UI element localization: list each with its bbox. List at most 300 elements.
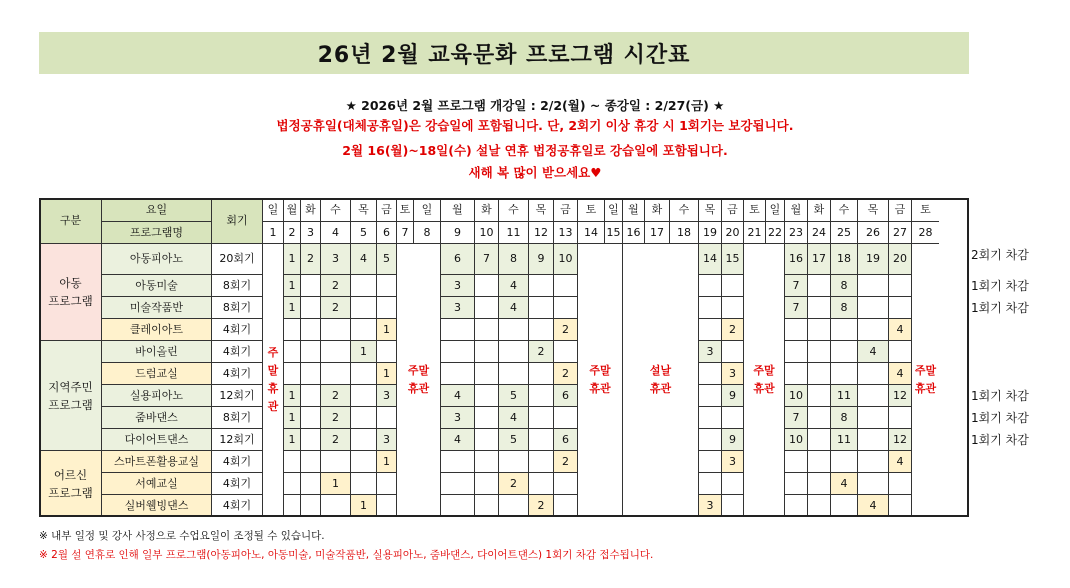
empty-cell <box>857 450 888 472</box>
empty-cell <box>440 340 474 362</box>
date-cell: 8 <box>413 221 440 243</box>
session-number: 1 <box>283 243 300 274</box>
empty-cell <box>857 274 888 296</box>
empty-cell <box>320 318 350 340</box>
notice-greeting: 새해 복 많이 받으세요♥ <box>468 165 602 180</box>
empty-cell <box>857 296 888 318</box>
empty-cell <box>474 296 498 318</box>
empty-cell <box>350 450 376 472</box>
program-name: 줌바댄스 <box>101 406 211 428</box>
empty-cell <box>888 340 911 362</box>
empty-cell <box>498 318 528 340</box>
empty-cell <box>498 340 528 362</box>
session-number: 3 <box>721 450 743 472</box>
holiday-closed: 주말 휴관 <box>911 243 939 516</box>
program-name-header: 프로그램명 <box>101 221 211 243</box>
empty-cell <box>857 362 888 384</box>
session-count: 12회기 <box>211 428 262 450</box>
session-count: 4회기 <box>211 318 262 340</box>
empty-cell <box>474 362 498 384</box>
empty-cell <box>300 274 320 296</box>
empty-cell <box>283 494 300 516</box>
program-name: 다이어트댄스 <box>101 428 211 450</box>
session-number: 1 <box>283 384 300 406</box>
weekday-cell: 월 <box>622 198 644 221</box>
session-number: 18 <box>830 243 857 274</box>
empty-cell <box>350 362 376 384</box>
empty-cell <box>283 450 300 472</box>
empty-cell <box>300 494 320 516</box>
empty-cell <box>784 340 807 362</box>
program-name: 아동미술 <box>101 274 211 296</box>
empty-cell <box>350 296 376 318</box>
empty-cell <box>376 494 396 516</box>
empty-cell <box>807 428 830 450</box>
session-number: 3 <box>698 494 721 516</box>
session-number: 1 <box>283 428 300 450</box>
session-number: 2 <box>553 362 577 384</box>
empty-cell <box>528 274 553 296</box>
session-number: 3 <box>320 243 350 274</box>
weekday-cell: 금 <box>553 198 577 221</box>
empty-cell <box>721 494 743 516</box>
deduction-remark: 1회기 차감 <box>971 433 1029 447</box>
weekday-cell: 일 <box>604 198 622 221</box>
session-number: 3 <box>440 274 474 296</box>
empty-cell <box>350 318 376 340</box>
session-number: 3 <box>698 340 721 362</box>
date-cell: 4 <box>320 221 350 243</box>
session-number: 14 <box>698 243 721 274</box>
empty-cell <box>528 318 553 340</box>
session-number: 1 <box>376 450 396 472</box>
session-number: 12 <box>888 428 911 450</box>
program-name: 실버웰빙댄스 <box>101 494 211 516</box>
date-cell: 20 <box>721 221 743 243</box>
empty-cell <box>528 472 553 494</box>
empty-cell <box>888 494 911 516</box>
weekday-cell: 목 <box>350 198 376 221</box>
session-number: 10 <box>553 243 577 274</box>
weekday-cell: 금 <box>376 198 396 221</box>
session-number: 4 <box>498 274 528 296</box>
session-number: 2 <box>721 318 743 340</box>
weekday-cell: 수 <box>498 198 528 221</box>
holiday-closed: 주말 휴관 <box>743 243 784 516</box>
empty-cell <box>888 296 911 318</box>
empty-cell <box>320 450 350 472</box>
empty-cell <box>300 384 320 406</box>
empty-cell <box>474 340 498 362</box>
empty-cell <box>440 450 474 472</box>
empty-cell <box>807 340 830 362</box>
empty-cell <box>807 384 830 406</box>
session-number: 12 <box>888 384 911 406</box>
session-count: 4회기 <box>211 472 262 494</box>
empty-cell <box>376 274 396 296</box>
empty-cell <box>528 362 553 384</box>
empty-cell <box>807 274 830 296</box>
session-number: 4 <box>440 428 474 450</box>
empty-cell <box>698 296 721 318</box>
empty-cell <box>721 274 743 296</box>
session-number: 1 <box>350 494 376 516</box>
empty-cell <box>553 274 577 296</box>
session-count: 12회기 <box>211 384 262 406</box>
footnote-schedule-change: ※ 내부 일정 및 강사 사정으로 수업요일이 조정될 수 있습니다. <box>39 530 325 542</box>
empty-cell <box>857 318 888 340</box>
session-number: 10 <box>784 428 807 450</box>
program-name: 실용피아노 <box>101 384 211 406</box>
empty-cell <box>300 450 320 472</box>
empty-cell <box>807 362 830 384</box>
empty-cell <box>474 274 498 296</box>
session-number: 7 <box>784 296 807 318</box>
session-number: 20 <box>888 243 911 274</box>
session-number: 7 <box>784 406 807 428</box>
session-number: 8 <box>830 296 857 318</box>
program-name: 스마트폰활용교실 <box>101 450 211 472</box>
session-number: 2 <box>528 340 553 362</box>
weekday-cell: 금 <box>888 198 911 221</box>
session-number: 3 <box>721 362 743 384</box>
group-label: 어르신 프로그램 <box>39 450 101 516</box>
empty-cell <box>498 450 528 472</box>
empty-cell <box>283 340 300 362</box>
empty-cell <box>888 274 911 296</box>
empty-cell <box>300 362 320 384</box>
empty-cell <box>283 472 300 494</box>
session-number: 5 <box>498 384 528 406</box>
date-cell: 27 <box>888 221 911 243</box>
group-label: 지역주민 프로그램 <box>39 340 101 450</box>
session-number: 2 <box>553 318 577 340</box>
session-number: 2 <box>553 450 577 472</box>
session-number: 11 <box>830 428 857 450</box>
session-number: 1 <box>283 406 300 428</box>
session-number: 6 <box>553 428 577 450</box>
session-number: 9 <box>721 384 743 406</box>
weekday-cell: 금 <box>721 198 743 221</box>
weekday-cell: 수 <box>669 198 698 221</box>
category-header: 구분 <box>39 198 101 243</box>
empty-cell <box>528 450 553 472</box>
empty-cell <box>830 318 857 340</box>
session-number: 1 <box>376 362 396 384</box>
session-number: 2 <box>300 243 320 274</box>
program-name: 미술작품반 <box>101 296 211 318</box>
empty-cell <box>830 362 857 384</box>
empty-cell <box>553 296 577 318</box>
date-cell: 18 <box>669 221 698 243</box>
session-number: 2 <box>320 296 350 318</box>
empty-cell <box>376 406 396 428</box>
session-number: 10 <box>784 384 807 406</box>
empty-cell <box>857 406 888 428</box>
weekday-cell: 목 <box>528 198 553 221</box>
date-cell: 12 <box>528 221 553 243</box>
session-number: 4 <box>440 384 474 406</box>
empty-cell <box>807 450 830 472</box>
empty-cell <box>300 318 320 340</box>
notice-holiday-rule: 법정공휴일(대체공휴일)은 강습일에 포함됩니다. 단, 2회기 이상 휴강 시 1회기는 보강됩니다. <box>276 118 794 133</box>
weekday-cell: 일 <box>765 198 784 221</box>
date-cell: 22 <box>765 221 784 243</box>
session-count: 4회기 <box>211 362 262 384</box>
empty-cell <box>807 472 830 494</box>
empty-cell <box>498 362 528 384</box>
empty-cell <box>698 450 721 472</box>
title-banner <box>39 32 969 74</box>
date-cell: 24 <box>807 221 830 243</box>
date-cell: 3 <box>300 221 320 243</box>
empty-cell <box>300 428 320 450</box>
session-number: 8 <box>830 406 857 428</box>
empty-cell <box>320 340 350 362</box>
empty-cell <box>807 318 830 340</box>
session-number: 17 <box>807 243 830 274</box>
empty-cell <box>888 406 911 428</box>
empty-cell <box>698 274 721 296</box>
empty-cell <box>283 318 300 340</box>
session-count: 4회기 <box>211 450 262 472</box>
empty-cell <box>698 384 721 406</box>
empty-cell <box>300 340 320 362</box>
empty-cell <box>698 428 721 450</box>
session-number: 4 <box>350 243 376 274</box>
date-cell: 11 <box>498 221 528 243</box>
weekday-cell: 목 <box>698 198 721 221</box>
program-name: 바이올린 <box>101 340 211 362</box>
empty-cell <box>721 406 743 428</box>
date-cell: 16 <box>622 221 644 243</box>
date-cell: 19 <box>698 221 721 243</box>
date-cell: 23 <box>784 221 807 243</box>
date-cell: 6 <box>376 221 396 243</box>
weekday-cell: 목 <box>857 198 888 221</box>
empty-cell <box>498 494 528 516</box>
empty-cell <box>300 472 320 494</box>
empty-cell <box>807 406 830 428</box>
holiday-closed: 주말 휴관 <box>262 243 283 516</box>
empty-cell <box>830 494 857 516</box>
deduction-remark: 2회기 차감 <box>971 248 1029 262</box>
empty-cell <box>721 340 743 362</box>
empty-cell <box>528 406 553 428</box>
empty-cell <box>376 296 396 318</box>
weekday-cell: 일 <box>413 198 440 221</box>
footnote-session-deduction: ※ 2월 설 연휴로 인해 일부 프로그램(아동피아노, 아동미술, 미술작품반, 실용피아노, 줌바댄스, 다이어트댄스) 1회기 차감 접수됩니다. <box>39 549 654 561</box>
session-count: 8회기 <box>211 274 262 296</box>
date-cell: 9 <box>440 221 474 243</box>
session-count: 8회기 <box>211 296 262 318</box>
session-number: 1 <box>320 472 350 494</box>
empty-cell <box>474 384 498 406</box>
group-label: 아동 프로그램 <box>39 243 101 340</box>
empty-cell <box>528 428 553 450</box>
date-cell: 10 <box>474 221 498 243</box>
date-cell: 7 <box>396 221 413 243</box>
session-number: 2 <box>498 472 528 494</box>
session-number: 6 <box>553 384 577 406</box>
notice-period: ★ 2026년 2월 프로그램 개강일 : 2/2(월) ~ 종강일 : 2/27(금) ★ <box>345 98 725 113</box>
date-cell: 21 <box>743 221 765 243</box>
session-number: 2 <box>320 428 350 450</box>
empty-cell <box>553 494 577 516</box>
weekday-cell: 화 <box>807 198 830 221</box>
session-count: 4회기 <box>211 494 262 516</box>
weekday-cell: 월 <box>440 198 474 221</box>
empty-cell <box>376 472 396 494</box>
empty-cell <box>350 472 376 494</box>
session-number: 9 <box>528 243 553 274</box>
sessions-header: 회기 <box>211 198 262 243</box>
empty-cell <box>784 450 807 472</box>
session-number: 2 <box>320 274 350 296</box>
weekday-cell: 화 <box>474 198 498 221</box>
session-number: 7 <box>784 274 807 296</box>
weekday-header: 요일 <box>101 198 211 221</box>
empty-cell <box>350 384 376 406</box>
session-number: 2 <box>320 384 350 406</box>
session-number: 3 <box>376 428 396 450</box>
session-number: 6 <box>440 243 474 274</box>
session-number: 3 <box>440 296 474 318</box>
empty-cell <box>376 340 396 362</box>
session-number: 16 <box>784 243 807 274</box>
session-number: 1 <box>283 296 300 318</box>
empty-cell <box>698 406 721 428</box>
program-name: 서예교실 <box>101 472 211 494</box>
date-cell: 17 <box>644 221 669 243</box>
empty-cell <box>320 494 350 516</box>
empty-cell <box>553 472 577 494</box>
empty-cell <box>350 274 376 296</box>
empty-cell <box>440 318 474 340</box>
empty-cell <box>721 472 743 494</box>
empty-cell <box>721 296 743 318</box>
empty-cell <box>857 384 888 406</box>
session-number: 4 <box>857 494 888 516</box>
session-number: 9 <box>721 428 743 450</box>
session-number: 4 <box>830 472 857 494</box>
session-count: 8회기 <box>211 406 262 428</box>
program-name: 드럼교실 <box>101 362 211 384</box>
empty-cell <box>300 406 320 428</box>
notice-lunar-new-year: 2월 16(월)~18일(수) 설날 연휴 법정공휴일로 강습일에 포함됩니다. <box>342 143 728 158</box>
date-cell: 2 <box>283 221 300 243</box>
deduction-remark: 1회기 차감 <box>971 389 1029 403</box>
empty-cell <box>698 472 721 494</box>
empty-cell <box>784 318 807 340</box>
session-number: 8 <box>498 243 528 274</box>
date-cell: 26 <box>857 221 888 243</box>
session-number: 15 <box>721 243 743 274</box>
empty-cell <box>784 494 807 516</box>
empty-cell <box>888 472 911 494</box>
empty-cell <box>807 296 830 318</box>
weekday-cell: 토 <box>911 198 939 221</box>
empty-cell <box>830 340 857 362</box>
empty-cell <box>553 340 577 362</box>
session-number: 4 <box>857 340 888 362</box>
session-number: 1 <box>283 274 300 296</box>
session-number: 5 <box>498 428 528 450</box>
empty-cell <box>440 472 474 494</box>
empty-cell <box>528 296 553 318</box>
session-number: 3 <box>376 384 396 406</box>
date-cell: 1 <box>262 221 283 243</box>
session-number: 8 <box>830 274 857 296</box>
empty-cell <box>698 318 721 340</box>
empty-cell <box>474 406 498 428</box>
date-cell: 5 <box>350 221 376 243</box>
program-name: 클레이아트 <box>101 318 211 340</box>
session-number: 4 <box>498 406 528 428</box>
empty-cell <box>698 362 721 384</box>
empty-cell <box>350 406 376 428</box>
weekday-cell: 수 <box>830 198 857 221</box>
weekday-cell: 토 <box>743 198 765 221</box>
page-title: 26년 2월 교육문화 프로그램 시간표 <box>317 42 691 68</box>
weekday-cell: 화 <box>644 198 669 221</box>
empty-cell <box>474 318 498 340</box>
empty-cell <box>440 494 474 516</box>
weekday-cell: 월 <box>283 198 300 221</box>
empty-cell <box>857 472 888 494</box>
weekday-cell: 월 <box>784 198 807 221</box>
session-count: 4회기 <box>211 340 262 362</box>
date-cell: 14 <box>577 221 604 243</box>
session-number: 4 <box>888 318 911 340</box>
empty-cell <box>784 362 807 384</box>
weekday-cell: 토 <box>577 198 604 221</box>
holiday-closed: 설날 휴관 <box>622 243 698 516</box>
empty-cell <box>807 494 830 516</box>
date-cell: 13 <box>553 221 577 243</box>
session-number: 1 <box>376 318 396 340</box>
program-name: 아동피아노 <box>101 243 211 274</box>
empty-cell <box>553 406 577 428</box>
empty-cell <box>283 362 300 384</box>
weekday-cell: 토 <box>396 198 413 221</box>
session-number: 1 <box>350 340 376 362</box>
session-number: 5 <box>376 243 396 274</box>
empty-cell <box>350 428 376 450</box>
empty-cell <box>528 384 553 406</box>
empty-cell <box>857 428 888 450</box>
date-cell: 28 <box>911 221 939 243</box>
weekday-cell: 화 <box>300 198 320 221</box>
empty-cell <box>474 494 498 516</box>
empty-cell <box>474 450 498 472</box>
session-number: 11 <box>830 384 857 406</box>
empty-cell <box>830 450 857 472</box>
session-number: 4 <box>888 450 911 472</box>
weekday-cell: 수 <box>320 198 350 221</box>
weekday-cell: 일 <box>262 198 283 221</box>
empty-cell <box>784 472 807 494</box>
session-number: 7 <box>474 243 498 274</box>
holiday-closed: 주말 휴관 <box>396 243 440 516</box>
empty-cell <box>474 428 498 450</box>
deduction-remark: 1회기 차감 <box>971 411 1029 425</box>
session-number: 2 <box>528 494 553 516</box>
session-number: 2 <box>320 406 350 428</box>
empty-cell <box>440 362 474 384</box>
date-cell: 15 <box>604 221 622 243</box>
deduction-remark: 1회기 차감 <box>971 301 1029 315</box>
